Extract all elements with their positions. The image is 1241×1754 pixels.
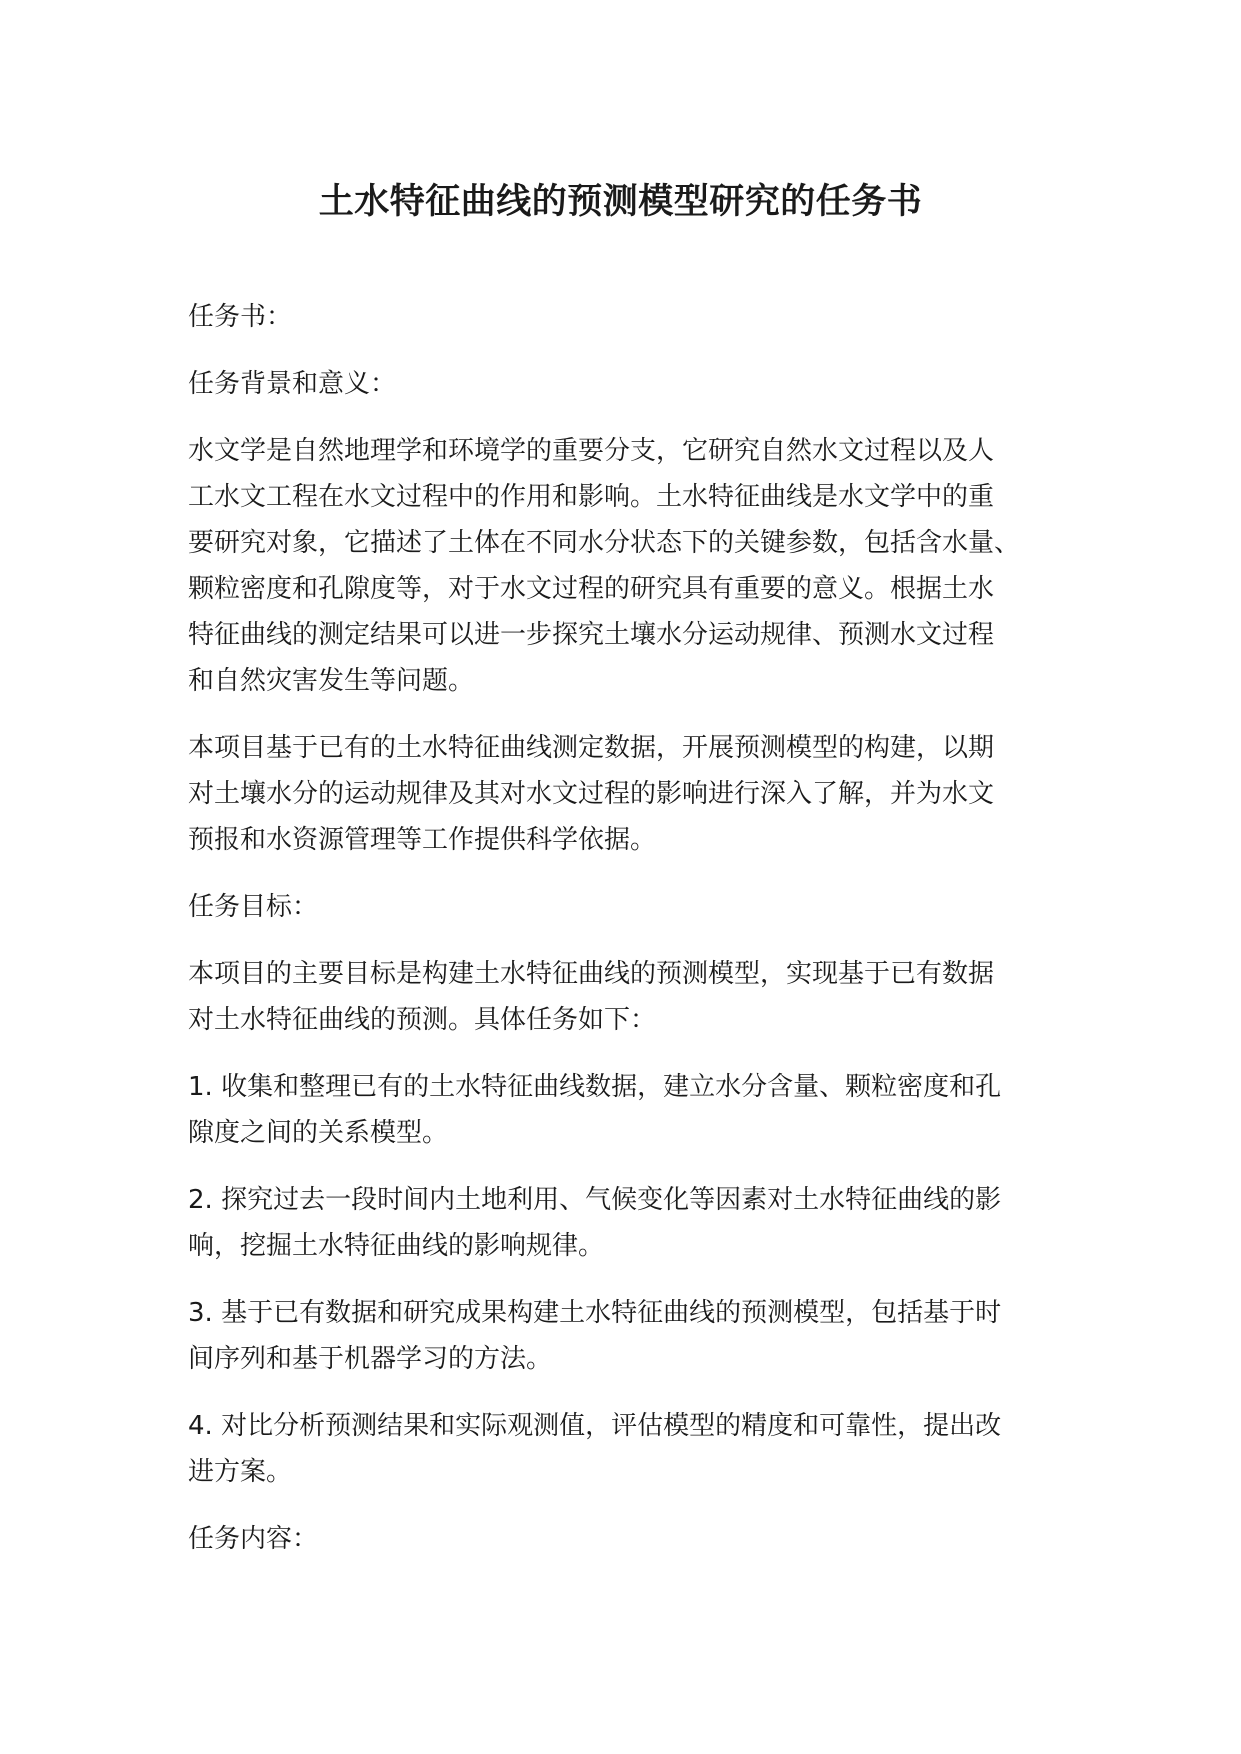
- paragraph-main-goal: [188, 951, 1088, 1043]
- text-line: 2. 探究过去一段时间内土地利用、气候变化等因素对土水特征曲线的影: [188, 1185, 1002, 1215]
- text-line: 4. 对比分析预测结果和实际观测值，评估模型的精度和可靠性，提出改: [188, 1411, 1002, 1441]
- text-line: 进方案。: [188, 1457, 293, 1487]
- list-item-4: [188, 1403, 1088, 1495]
- text-line: 工水文工程在水文过程中的作用和影响。土水特征曲线是水文学中的重: [188, 482, 995, 512]
- text-line: 颗粒密度和孔隙度等，对于水文过程的研究具有重要的意义。根据土水: [188, 574, 995, 604]
- text-line: 间序列和基于机器学习的方法。: [188, 1344, 553, 1374]
- text-line: 3. 基于已有数据和研究成果构建土水特征曲线的预测模型，包括基于时: [188, 1298, 1002, 1328]
- text-line: 对土水特征曲线的预测。具体任务如下：: [188, 1005, 657, 1035]
- text-line: 对土壤水分的运动规律及其对水文过程的影响进行深入了解，并为水文: [188, 779, 995, 809]
- text-line: 水文学是自然地理学和环境学的重要分支，它研究自然水文过程以及人: [188, 436, 995, 466]
- text-line: 任务书：: [188, 302, 293, 332]
- text-line: 本项目的主要目标是构建土水特征曲线的预测模型，实现基于已有数据: [188, 959, 995, 989]
- list-item-1: [188, 1064, 1088, 1156]
- heading-task-goals: [188, 884, 1088, 930]
- text-line: 本项目基于已有的土水特征曲线测定数据，开展预测模型的构建，以期: [188, 733, 995, 763]
- text-line: 和自然灾害发生等问题。: [188, 666, 475, 696]
- text-line: 特征曲线的测定结果可以进一步探究土壤水分运动规律、预测水文过程: [188, 620, 995, 650]
- text-line: 1. 收集和整理已有的土水特征曲线数据，建立水分含量、颗粒密度和孔: [188, 1072, 1002, 1102]
- heading-task-content: [188, 1516, 1088, 1562]
- text-line: 要研究对象，它描述了土体在不同水分状态下的关键参数，包括含水量、: [188, 528, 1021, 558]
- text-line: 预报和水资源管理等工作提供科学依据。: [188, 825, 657, 855]
- heading-background: [188, 361, 1088, 407]
- text-line: 响，挖掘土水特征曲线的影响规律。: [188, 1231, 605, 1261]
- document-body: [188, 294, 1088, 1583]
- text-line: 任务内容：: [188, 1524, 319, 1554]
- list-item-2: [188, 1177, 1088, 1269]
- text-line: 任务目标：: [188, 892, 319, 922]
- list-item-3: [188, 1290, 1088, 1382]
- paragraph-project-basis: [188, 725, 1088, 863]
- heading-task-book: [188, 294, 1088, 340]
- text-line: 任务背景和意义：: [188, 369, 397, 399]
- paragraph-background: [188, 428, 1088, 704]
- text-line: 隙度之间的关系模型。: [188, 1118, 449, 1148]
- document-title: 土水特征曲线的预测模型研究的任务书: [318, 182, 923, 222]
